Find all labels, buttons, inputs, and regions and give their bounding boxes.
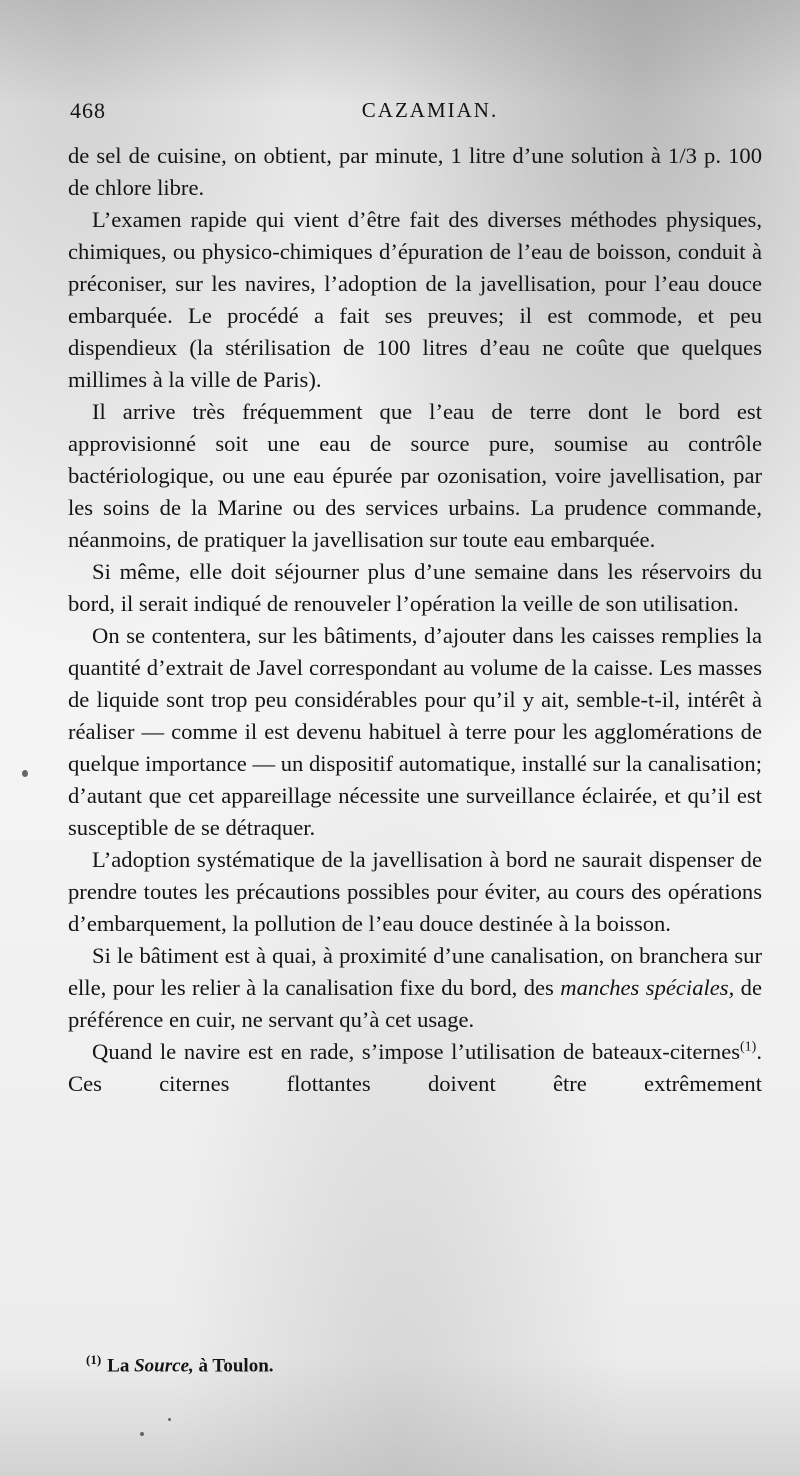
running-head: CAZAMIAN. — [361, 98, 499, 122]
footnote-text-b: à Toulon. — [193, 1355, 274, 1377]
print-speck — [22, 770, 28, 777]
print-speck — [168, 1418, 171, 1421]
paragraph-3: Il arrive très fréquemment que l’eau de terre dont le bord est approvisionné soit une eau de source pure, soumise au contrôle bactériologique, ou une eau épurée par ozonisation, voire javellisation, par les soins de la Marine ou des services urbains. La prudence commande, néanmoins, de pratiquer la javellisation sur toute eau embarquée. — [68, 399, 762, 552]
paragraph-7-italic-term: manches spéciales, — [560, 975, 735, 1000]
paragraph-8-text-a: Quand le navire est en rade, s’impose l’utilisation de bateaux-citernes — [92, 1039, 741, 1064]
page-header — [70, 98, 760, 128]
body-text — [68, 140, 762, 1100]
paragraph-7-text-a: Si le bâtiment est à quai, à proximité d’une canalisation, on branchera sur elle, pour les relier à la canalisation fixe du bord, des — [68, 943, 762, 1000]
footnotes — [86, 1352, 746, 1377]
footnote-italic-term: Source, — [134, 1355, 194, 1377]
paragraph-8 — [68, 1036, 762, 1100]
footnote-mark: (1) — [86, 1352, 102, 1367]
page-number: 468 — [70, 98, 106, 123]
paragraph-5: On se contentera, sur les bâtiments, d’ajouter dans les caisses remplies la quantité d’extrait de Javel correspondant au volume de la caisse. Les masses de liquide sont trop peu considérables pour qu’il y ait, semble-t-il, intérêt à réaliser — comme il est devenu habituel à terre pour les agglomérations de quelque importance — un dispositif automatique, installé sur la canalisation; d’autant que cet appareillage nécessite une surveillance éclairée, et qu’il est susceptible de se détraquer. — [68, 623, 762, 840]
paragraph-7-text-b: de préférence en cuir, ne servant qu’à cet usage. — [68, 975, 763, 1032]
paragraph-4: Si même, elle doit séjourner plus d’une semaine dans les réservoirs du bord, il serait indiqué de renouveler l’opération la veille de son utilisation. — [68, 559, 762, 616]
print-speck — [140, 1432, 144, 1436]
footnote-reference[interactable]: (1) — [740, 1039, 757, 1055]
paragraph-8-text-b: . Ces citernes flottantes doivent être extrêmement — [68, 1039, 762, 1096]
footnote-1 — [86, 1352, 746, 1377]
paragraph-2: L’examen rapide qui vient d’être fait des diverses méthodes physiques, chimiques, ou physico-chimiques d’épuration de l’eau de boisson, conduit à préconiser, sur les navires, l’adoption de la javellisation, pour l’eau douce embarquée. Le procédé a fait ses preuves; il est commode, et peu dispendieux (la stérilisation de 100 litres d’eau ne coûte que quelques millimes à la ville de Paris). — [68, 207, 762, 392]
paragraph-6: L’adoption systématique de la javellisation à bord ne saurait dispenser de prendre toutes les précautions possibles pour éviter, au cours des opérations d’embarquement, la pollution de l’eau douce destinée à la boisson. — [68, 847, 762, 936]
footnote-text-a: La — [107, 1355, 135, 1377]
paragraph-7 — [68, 940, 762, 1036]
paragraph-1: de sel de cuisine, on obtient, par minute, 1 litre d’une solution à 1/3 p. 100 de chlore libre. — [68, 143, 762, 200]
